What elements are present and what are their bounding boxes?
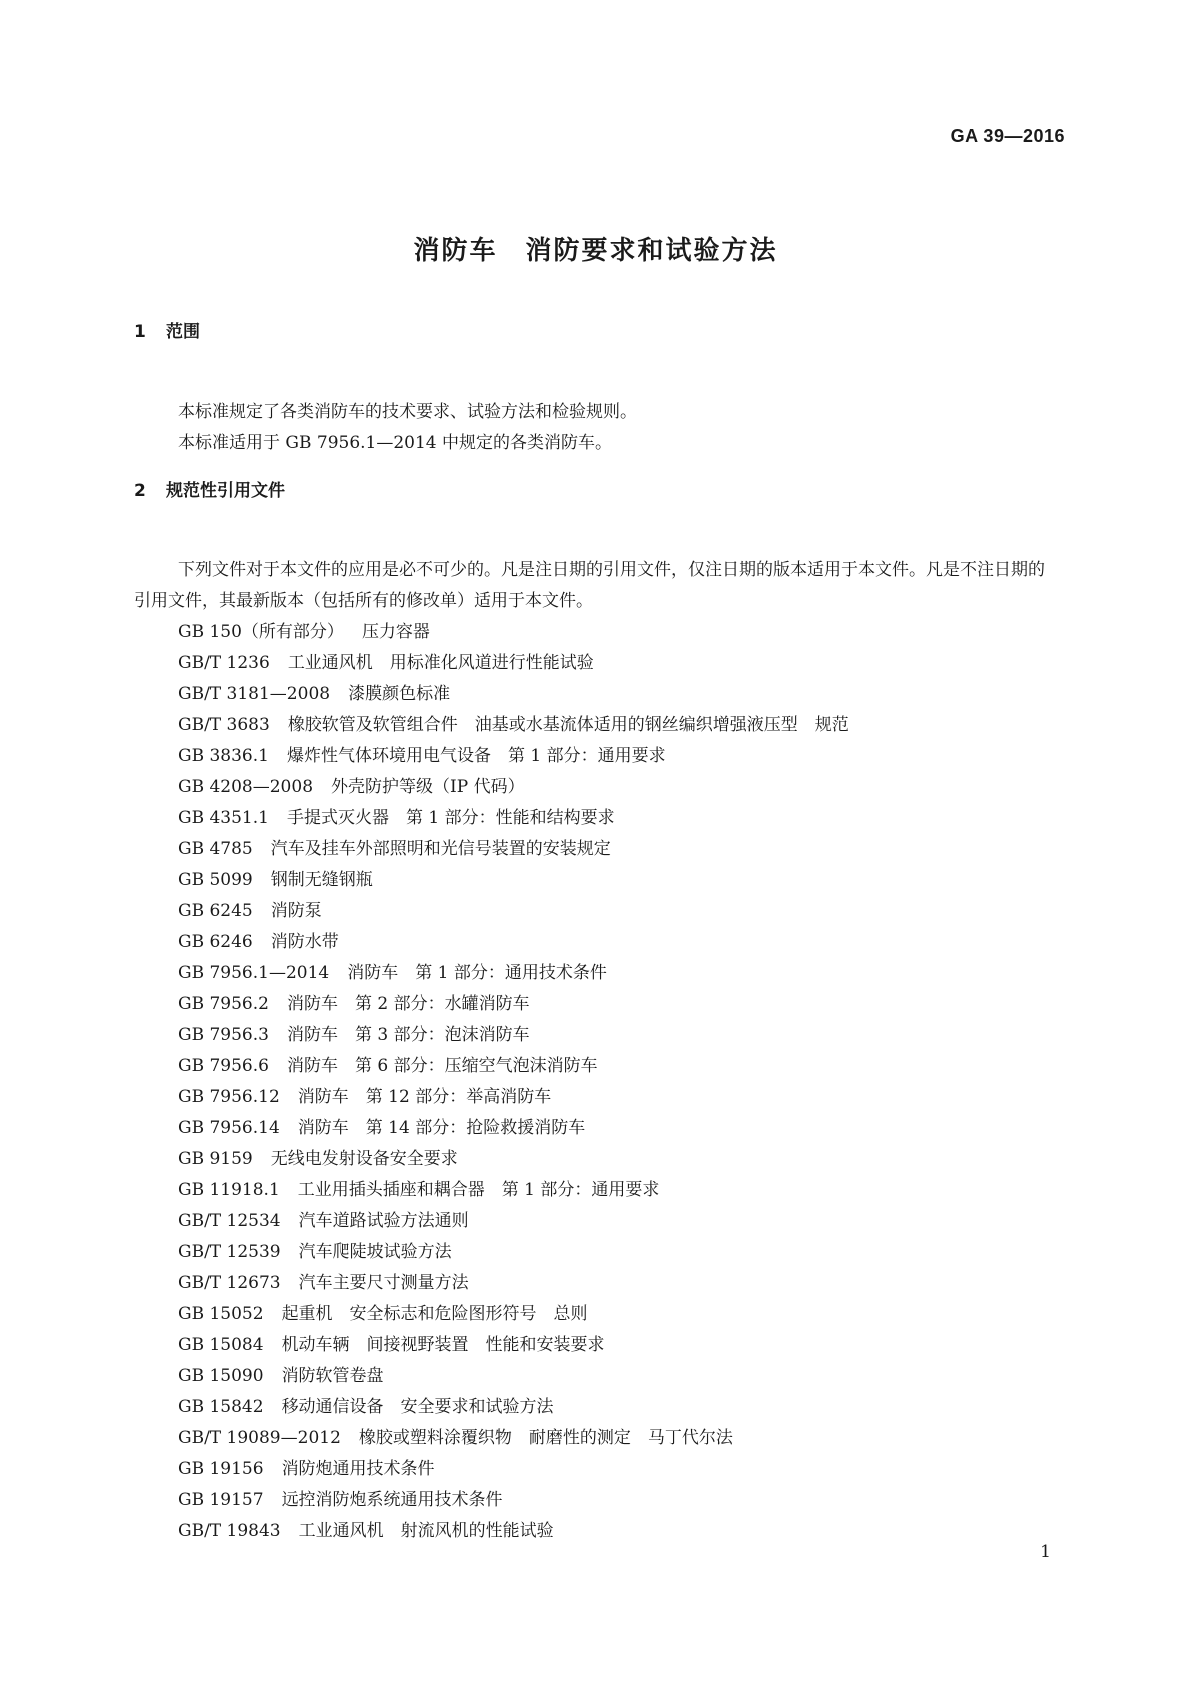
reference-item [178,958,849,989]
document-title: 消防车 消防要求和试验方法 [413,236,778,266]
reference-item [178,1485,849,1516]
reference-code: GB/T 12673 [178,1273,281,1293]
reference-title: 起重机 安全标志和危险图形符号 总则 [281,1304,588,1324]
reference-code: GB 11918.1 [178,1180,280,1200]
intro-paragraph: 下列文件对于本文件的应用是必不可少的。凡是注日期的引用文件，仅注日期的版本适用于本文件。凡是不注日期的引用文件，其最新版本（包括所有的修改单）适用于本文件。 [134,560,1045,611]
reference-code: GB 15052 [178,1304,264,1324]
reference-item [178,1113,849,1144]
reference-title: 消防车 第 2 部分：水罐消防车 [286,994,530,1014]
reference-item [178,1454,849,1485]
reference-code: GB 4208—2008 [178,777,314,797]
reference-title: 橡胶或塑料涂覆织物 耐磨性的测定 马丁代尔法 [358,1428,733,1448]
reference-title: 手提式灭火器 第 1 部分：性能和结构要求 [286,808,615,828]
reference-code: GB 15084 [178,1335,264,1355]
reference-title: 移动通信设备 安全要求和试验方法 [281,1397,554,1417]
reference-title: 消防炮通用技术条件 [281,1459,435,1479]
reference-code: GB 6245 [178,901,253,921]
reference-list [178,617,849,1547]
reference-item [178,679,849,710]
reference-title: 无线电发射设备安全要求 [270,1149,458,1169]
reference-code: GB 7956.12 [178,1087,280,1107]
reference-item [178,1516,849,1547]
reference-title: 消防水带 [270,932,339,952]
reference-item [178,803,849,834]
reference-item [178,865,849,896]
reference-code: GB 19157 [178,1490,264,1510]
reference-item [178,648,849,679]
reference-code: GB 7956.3 [178,1025,269,1045]
section-1-heading [134,317,200,342]
reference-code: GB 15842 [178,1397,264,1417]
reference-title: 消防车 第 6 部分：压缩空气泡沫消防车 [286,1056,598,1076]
reference-code: GB/T 3683 [178,715,270,735]
reference-title: 爆炸性气体环境用电气设备 第 1 部分：通用要求 [286,746,666,766]
reference-code: GB 4351.1 [178,808,269,828]
scope-paragraphs [134,397,1059,459]
reference-item [178,710,849,741]
page-number: 1 [1040,1542,1051,1562]
reference-item [178,1330,849,1361]
reference-code: GB 150（所有部分） [178,622,344,642]
references-intro [134,555,1059,617]
reference-item [178,1361,849,1392]
reference-title: 消防车 第 14 部分：抢险救援消防车 [297,1118,586,1138]
reference-code: GB 15090 [178,1366,264,1386]
reference-code: GB/T 12539 [178,1242,281,1262]
section-number: 1 [134,322,146,342]
reference-title: 汽车爬陡坡试验方法 [298,1242,452,1262]
reference-code: GB 7956.6 [178,1056,269,1076]
reference-title: 工业用插头插座和耦合器 第 1 部分：通用要求 [297,1180,660,1200]
reference-title: 消防车 第 1 部分：通用技术条件 [347,963,607,983]
reference-item [178,1144,849,1175]
reference-code: GB/T 19089—2012 [178,1428,341,1448]
reference-code: GB 9159 [178,1149,253,1169]
reference-title: 消防车 第 12 部分：举高消防车 [297,1087,552,1107]
reference-title: 漆膜颜色标准 [348,684,451,704]
reference-code: GB/T 3181—2008 [178,684,331,704]
reference-item [178,772,849,803]
reference-item [178,834,849,865]
reference-item [178,1206,849,1237]
reference-item [178,1020,849,1051]
reference-title: 压力容器 [361,622,430,642]
reference-title: 外壳防护等级（IP 代码） [331,777,525,797]
reference-item [178,1423,849,1454]
reference-item [178,927,849,958]
scope-paragraph: 本标准适用于 GB 7956.1—2014 中规定的各类消防车。 [178,433,613,453]
reference-code: GB/T 19843 [178,1521,281,1541]
reference-item [178,1392,849,1423]
reference-code: GB 5099 [178,870,253,890]
reference-title: 汽车及挂车外部照明和光信号装置的安装规定 [270,839,611,859]
reference-item [178,741,849,772]
section-title: 规范性引用文件 [166,481,285,501]
reference-code: GB/T 1236 [178,653,270,673]
reference-code: GB 7956.14 [178,1118,280,1138]
reference-title: 消防车 第 3 部分：泡沫消防车 [286,1025,530,1045]
reference-title: 工业通风机 射流风机的性能试验 [298,1521,554,1541]
section-2-heading [134,476,285,501]
section-number: 2 [134,481,146,501]
reference-code: GB 4785 [178,839,253,859]
reference-code: GB 7956.2 [178,994,269,1014]
reference-code: GB/T 12534 [178,1211,281,1231]
reference-item [178,1082,849,1113]
reference-title: 远控消防炮系统通用技术条件 [281,1490,503,1510]
reference-title: 消防泵 [270,901,322,921]
reference-title: 钢制无缝钢瓶 [270,870,373,890]
reference-item [178,896,849,927]
standard-code: GA 39—2016 [950,126,1065,146]
reference-item [178,1175,849,1206]
reference-title: 橡胶软管及软管组合件 油基或水基流体适用的钢丝编织增强液压型 规范 [287,715,849,735]
reference-item [178,1051,849,1082]
reference-item [178,989,849,1020]
reference-item [178,1268,849,1299]
reference-code: GB 3836.1 [178,746,269,766]
reference-item [178,1299,849,1330]
reference-title: 机动车辆 间接视野装置 性能和安装要求 [281,1335,605,1355]
reference-code: GB 19156 [178,1459,264,1479]
reference-item [178,617,849,648]
reference-title: 汽车主要尺寸测量方法 [298,1273,469,1293]
reference-title: 消防软管卷盘 [281,1366,384,1386]
section-title: 范围 [166,322,200,342]
reference-title: 工业通风机 用标准化风道进行性能试验 [287,653,594,673]
reference-code: GB 6246 [178,932,253,952]
reference-title: 汽车道路试验方法通则 [298,1211,469,1231]
reference-code: GB 7956.1—2014 [178,963,330,983]
reference-item [178,1237,849,1268]
scope-paragraph: 本标准规定了各类消防车的技术要求、试验方法和检验规则。 [178,402,637,422]
